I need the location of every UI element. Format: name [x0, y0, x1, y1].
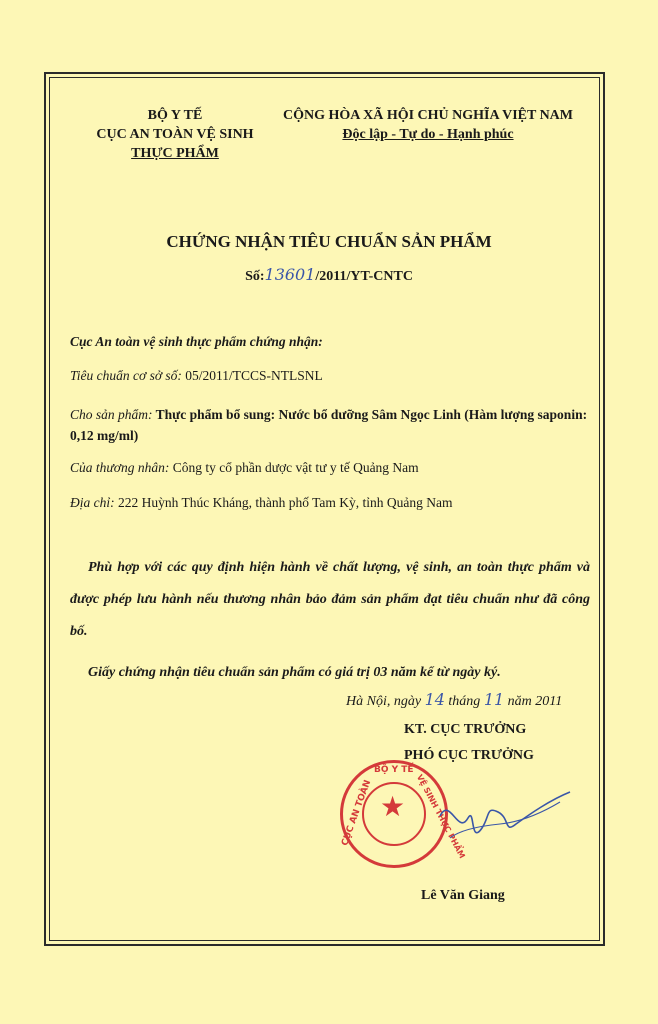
department-name-1: CỤC AN TOÀN VỆ SINH: [96, 127, 254, 142]
trader-value: Công ty cổ phần dược vật tư y tế Quảng Nam: [169, 460, 419, 475]
conformity-paragraph: Phù hợp với các quy định hiện hành về chất lượng, vệ sinh, an toàn thực phẩm và được phép lưu hành nếu thương nhân bảo đảm sản phẩm đạt tiêu chuẩn như đã công bố.: [70, 560, 590, 639]
date-day: 14: [424, 690, 445, 709]
motto: Độc lập - Tự do - Hạnh phúc: [342, 127, 514, 142]
stamp-left-text: CỤC AN TOÀN: [340, 778, 374, 848]
number-handwritten: 13601: [264, 265, 316, 284]
header-left: [80, 106, 270, 163]
signatory-role-2: PHÓ CỤC TRƯỞNG: [404, 748, 534, 763]
trader-label: Của thương nhân:: [70, 460, 170, 475]
certificate-number: [0, 265, 658, 285]
product-value: Thực phẩm bổ sung: Nước bổ dưỡng Sâm Ngọc Linh (Hàm lượng saponin: 0,12 mg/ml): [70, 407, 588, 443]
validity-paragraph: Giấy chứng nhận tiêu chuẩn sản phẩm có giá trị 03 năm kể từ ngày ký.: [88, 665, 501, 680]
date-mid: tháng: [448, 694, 481, 709]
address-value: 222 Huỳnh Thúc Kháng, thành phố Tam Kỳ, tỉnh Quảng Nam: [114, 495, 453, 510]
trader-line: [70, 460, 590, 476]
product-label: Cho sản phẩm:: [70, 407, 153, 422]
date-month: 11: [483, 690, 505, 709]
address-line: [70, 495, 590, 511]
handwritten-signature: [420, 776, 580, 856]
stamp-right-text: VỆ SINH THỰC PHẨM: [414, 773, 467, 860]
document-title: CHỨNG NHẬN TIÊU CHUẨN SẢN PHẨM: [166, 232, 492, 251]
stamp-star-icon: ★: [380, 792, 406, 823]
standard-value: 05/2011/TCCS-NTLSNL: [181, 368, 323, 383]
date-suffix: năm 2011: [507, 694, 563, 709]
signatory-name: Lê Văn Giang: [421, 888, 505, 903]
standard-label: Tiêu chuẩn cơ sở số:: [70, 368, 182, 383]
header-right: [282, 106, 574, 144]
standard-line: [70, 368, 590, 384]
signatory-role-1: KT. CỤC TRƯỞNG: [404, 722, 527, 737]
department-name-2: THỰC PHẨM: [131, 146, 219, 161]
address-label: Địa chỉ:: [70, 495, 115, 510]
issue-date: [346, 690, 562, 710]
certifier-line: Cục An toàn vệ sinh thực phẩm chứng nhận:: [70, 334, 323, 349]
ministry-name: BỘ Y TẾ: [147, 108, 203, 123]
number-suffix: /2011/YT-CNTC: [315, 269, 413, 284]
number-prefix: Số:: [245, 269, 265, 284]
product-line: [70, 404, 590, 446]
date-prefix: Hà Nội, ngày: [346, 694, 422, 709]
country-name: CỘNG HÒA XÃ HỘI CHỦ NGHĨA VIỆT NAM: [282, 108, 573, 123]
stamp-top-text: BỘ Y TẾ: [374, 765, 414, 775]
